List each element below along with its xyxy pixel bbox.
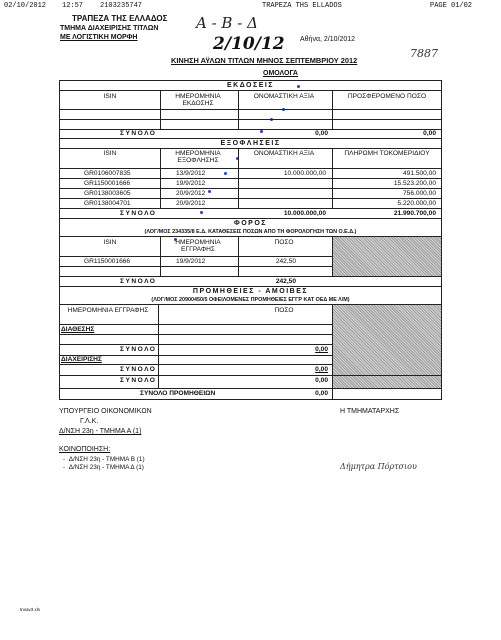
footer-head: Η ΤΜΗΜΑΤΑΡΧΗΣ	[340, 408, 400, 415]
commissions-total-value: 0,00	[315, 377, 328, 384]
payments-row-4-isin: GR0138004701	[84, 200, 131, 207]
issues-total-label: ΣΥΝΟΛΟ	[120, 130, 157, 137]
commissions-diaxeirisis-total-label: ΣΥΝΟΛΟ	[120, 366, 157, 373]
payments-col-nominal: ΟΝΟΜΑΣΤΙΚΗ ΑΞΙΑ	[253, 150, 315, 157]
tax-row-1-date: 19/9/2012	[176, 258, 206, 265]
footer-cc-item-2: - Δ/ΝΣΗ 23η - ΤΜΗΜΑ Δ (1)	[63, 464, 144, 471]
commissions-grand-total-label: ΣΥΝΟΛΟ ΠΡΟΜΗΘΕΙΩΝ	[140, 390, 216, 397]
payments-row-2-date: 19/9/2012	[176, 180, 206, 187]
payments-col-date: ΗΜΕΡΟΜΗΝΙΑ ΕΞΟΦΛΗΣΗΣ	[175, 150, 221, 164]
tax-col-isin: ISIN	[103, 239, 117, 246]
payments-total-label: ΣΥΝΟΛΟ	[120, 210, 157, 217]
footer-cc-item-1-text: Δ/ΝΣΗ 23η - ΤΜΗΜΑ Β (1)	[68, 456, 145, 463]
footer-cc-item-1: - Δ/ΝΣΗ 23η - ΤΜΗΜΑ Β (1)	[63, 456, 145, 463]
fax-phone: 2103235747	[100, 2, 143, 10]
org-line-1: ΤΡΑΠΕΖΑ ΤΗΣ ΕΛΛΑΔΟΣ	[72, 14, 168, 23]
footer-file: tnxav3.xls	[20, 607, 41, 612]
place-date: Αθήνα, 2/10/2012	[300, 36, 356, 43]
tax-col-amount: ΠΟΣΟ	[274, 239, 294, 246]
commissions-header: ΠΡΟΜΗΘΕΙΕΣ - ΑΜΟΙΒΕΣ	[192, 288, 309, 295]
handwritten-marks: Α - Β - Δ	[196, 14, 258, 32]
tax-col-date: ΗΜΕΡΟΜΗΝΙΑ ΕΓΓΡΑΦΗΣ	[175, 239, 221, 253]
payments-col-coupon: ΠΛΗΡΩΜΗ ΤΟΚΟΜΕΡΙΔΙΟΥ	[344, 150, 430, 157]
payments-row-4-coupon: 5.220.000,00	[397, 200, 436, 207]
handwritten-number: 7887	[410, 47, 438, 60]
commissions-col-date: ΗΜΕΡΟΜΗΝΙΑ ΕΓΓΡΑΦΗΣ	[67, 307, 149, 314]
tax-note: (ΛΟΓ/ΜΟΣ 234335/8 Ε.Δ. ΚΑΤΑΘΕΣΕΙΣ ΠΟΣΩΝ ΑΠΟ ΤΗ ΦΟΡΟΛΟΓΗΣΗ ΤΩΝ Ο.Ε.Δ.)	[144, 229, 357, 235]
tax-header: ΦΟΡΟΣ	[233, 220, 267, 227]
handwritten-date: 2/10/12	[213, 34, 285, 54]
payments-total-coupon: 21.990.700,00	[393, 210, 436, 217]
tax-total-value: 242,50	[275, 278, 296, 285]
issues-col-isin: ISIN	[103, 93, 117, 100]
issues-total-offered: 0,00	[423, 130, 436, 137]
commissions-total-label: ΣΥΝΟΛΟ	[120, 377, 157, 384]
payments-total-nominal: 10.000.000,00	[283, 210, 326, 217]
footer-cc-item-2-text: Δ/ΝΣΗ 23η - ΤΜΗΜΑ Δ (1)	[68, 464, 144, 471]
issues-header: ΕΚΔΟΣΕΙΣ	[226, 82, 275, 89]
commissions-diathesis-total-label: ΣΥΝΟΛΟ	[120, 346, 157, 353]
org-line-2: ΤΜΗΜΑ ΔΙΑΧΕΙΡΙΣΗΣ ΤΙΤΛΩΝ	[60, 25, 159, 32]
fax-page: PAGE 01/02	[430, 2, 473, 10]
payments-header: ΕΞΟΦΛΗΣΕΙΣ	[220, 140, 281, 147]
payments-row-2-coupon: 15.523.200,00	[393, 180, 436, 187]
issues-col-date: ΗΜΕΡΟΜΗΝΙΑ ΕΚΔΟΣΗΣ	[175, 93, 221, 107]
footer-gak: Γ.Λ.Κ.	[80, 418, 99, 425]
commissions-col-amount: ΠΟΣΟ	[274, 307, 294, 314]
page-subtitle: ΟΜΟΛΟΓΑ	[263, 70, 298, 77]
payments-col-isin: ISIN	[103, 150, 117, 157]
payments-row-4-date: 20/9/2012	[176, 200, 206, 207]
commissions-note: (ΛΟΓ/ΜΟΣ 20900450/5 ΟΦΕΙΛΟΜΕΝΕΣ ΠΡΟΜΗΘΕΙΕΣ ΕΓΓΡ ΚΑΤ ΟΕΔ ΜΕ Λ/Μ)	[151, 297, 350, 303]
tax-total-label: ΣΥΝΟΛΟ	[120, 278, 157, 285]
tax-row-1-amount: 242,50	[275, 258, 296, 265]
tax-shaded-cell	[333, 237, 441, 276]
commissions-diaxeirisis-label: ΔΙΑΧΕΙΡΙΣΗΣ	[61, 356, 102, 363]
commissions-grand-total-value: 0,00	[315, 390, 328, 397]
fax-sender: TRAPEZA THS ELLADOS	[262, 2, 342, 10]
payments-row-3-isin: GR0138003605	[84, 190, 131, 197]
payments-row-2-isin: GR1150001666	[84, 180, 131, 187]
commissions-diathesis-total-value: 0,00	[315, 346, 328, 353]
commissions-diaxeirisis-total-value: 0,00	[315, 366, 328, 373]
fax-date: 02/10/2012	[4, 2, 47, 10]
commissions-diathesis-label: ΔΙΑΘΕΣΗΣ	[61, 326, 95, 333]
issues-total-nominal: 0,00	[315, 130, 328, 137]
signature: Δήμητρα Πόρτσιου	[340, 462, 417, 471]
tax-row-1-isin: GR1150001666	[84, 258, 131, 265]
footer-ministry: ΥΠΟΥΡΓΕΙΟ ΟΙΚΟΝΟΜΙΚΩΝ	[59, 408, 152, 415]
commissions-shaded-cell	[333, 305, 441, 389]
footer-cc-title: ΚΟΙΝΟΠΟΙΗΣΗ:	[59, 446, 111, 453]
payments-row-1-coupon: 491.500,00	[402, 170, 436, 177]
payments-row-3-coupon: 756.000,00	[402, 190, 436, 197]
issues-col-offered: ΠΡΟΣΦΕΡΟΜΕΝΟ ΠΟΣΟ	[347, 93, 427, 100]
issues-col-nominal: ΟΝΟΜΑΣΤΙΚΗ ΑΞΙΑ	[253, 93, 315, 100]
fax-time: 12:57	[62, 2, 84, 10]
payments-row-1-isin: GR0106007835	[84, 170, 131, 177]
payments-row-3-date: 20/9/2012	[176, 190, 206, 197]
footer-dept: Δ/ΝΣΗ 23η - ΤΜΗΜΑ Α (1)	[59, 428, 142, 435]
page-title: ΚΙΝΗΣΗ ΑΫΛΩΝ ΤΙΤΛΩΝ ΜΗΝΟΣ ΣΕΠΤΕΜΒΡΙΟΥ 2012	[171, 56, 358, 65]
org-line-3: ΜΕ ΛΟΓΙΣΤΙΚΗ ΜΟΡΦΗ	[60, 34, 138, 41]
payments-row-1-date: 13/9/2012	[176, 170, 206, 177]
payments-row-1-nominal: 10.000.000,00	[283, 170, 326, 177]
